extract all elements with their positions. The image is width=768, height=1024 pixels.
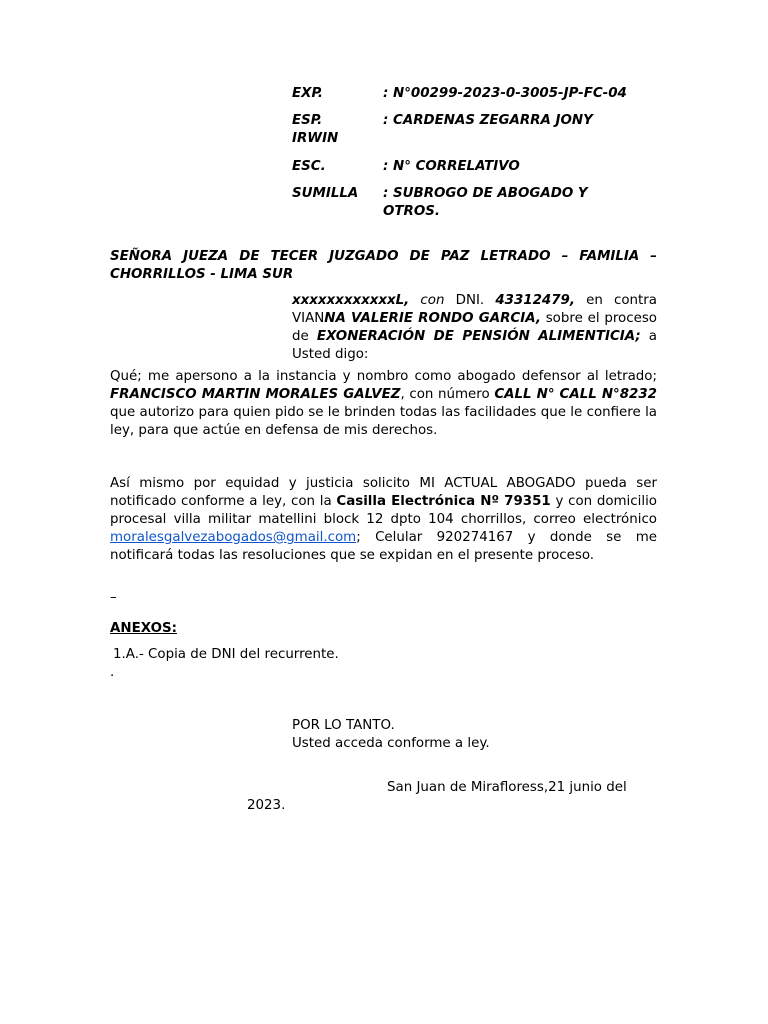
header-value-exp: : N°00299-2023-0-3005-JP-FC-04 <box>383 86 627 101</box>
intro-closing: a Usted digo: <box>292 329 657 362</box>
header-value-sumilla-continuation: OTROS. <box>383 204 440 219</box>
lawyer-name: FRANCISCO MARTIN MORALES GALVEZ <box>110 387 401 402</box>
addressee-line-2: CHORRILLOS - LIMA SUR <box>110 267 294 282</box>
petitioner-dni: 43312479, <box>495 293 575 308</box>
dash-separator: – <box>110 590 117 605</box>
email-link[interactable]: moralesgalvezabogados@gmail.com <box>110 530 357 545</box>
intro-contra: en contra VIAN <box>292 293 657 326</box>
body-paragraph-lawyer <box>110 368 657 440</box>
addressee-line-1: SEÑORA JUEZA DE TECER JUZGADO DE PAZ LETRADO – FAMILIA – <box>110 249 657 264</box>
header-key-exp: EXP. <box>292 86 323 101</box>
intro-proceso: sobre el proceso de <box>292 311 657 344</box>
defendant-name: NA VALERIE RONDO GARCIA, <box>324 311 541 326</box>
para1-text-1: Qué; me apersono a la instancia y nombro como abogado defensor al letrado; <box>110 369 657 384</box>
date-line-2: 2023. <box>247 798 286 813</box>
para2-text-1: Así mismo por equidad y justicia solicito MI ACTUAL ABOGADO pueda ser notificado conforme a ley, con la <box>110 476 657 509</box>
header-key-esp-continuation: IRWIN <box>292 131 339 146</box>
lawyer-call-number: CALL N° CALL N°8232 <box>494 387 658 402</box>
header-value-sumilla: : SUBROGO DE ABOGADO Y <box>383 186 588 201</box>
anexo-item-1: 1.A.- Copia de DNI del recurrente. <box>113 647 339 662</box>
case-type: EXONERACIÓN DE PENSIÓN ALIMENTICIA; <box>316 329 641 344</box>
header-key-sumilla: SUMILLA <box>292 186 359 201</box>
addressee <box>110 248 657 284</box>
petitioner-name: xxxxxxxxxxxxL, <box>292 293 410 308</box>
para1-text-3: que autorizo para quien pido se le brinden todas las facilidades que le confiere la ley, para que actúe en defensa de mis derechos. <box>110 405 657 438</box>
header-key-esp: ESP. <box>292 113 323 128</box>
intro-paragraph <box>292 292 657 364</box>
para2-text-2: y con domicilio procesal villa militar matellini block 12 dpto 104 chorrillos, correo electrónico <box>110 494 657 527</box>
header-value-esc: : N° CORRELATIVO <box>383 159 520 174</box>
closing-line-1: POR LO TANTO. <box>292 718 395 733</box>
intro-dni-label: DNI. <box>444 293 496 308</box>
intro-con: con <box>409 293 445 308</box>
para1-text-2: , con número <box>400 387 495 402</box>
casilla-electronica: Casilla Electrónica Nº 79351 <box>336 494 551 509</box>
date-line-1: San Juan de Mirafloress,21 junio del <box>387 780 627 795</box>
header-value-esp: : CARDENAS ZEGARRA JONY <box>383 113 593 128</box>
anexos-dot: . <box>110 665 115 680</box>
closing-line-2: Usted acceda conforme a ley. <box>292 736 490 751</box>
anexos-heading: ANEXOS: <box>110 621 177 636</box>
body-paragraph-notification <box>110 475 657 565</box>
header-key-esc: ESC. <box>292 159 326 174</box>
para2-text-3: ; Celular 920274167 y donde se me notificará todas las resoluciones que se expidan en el presente proceso. <box>110 530 657 563</box>
